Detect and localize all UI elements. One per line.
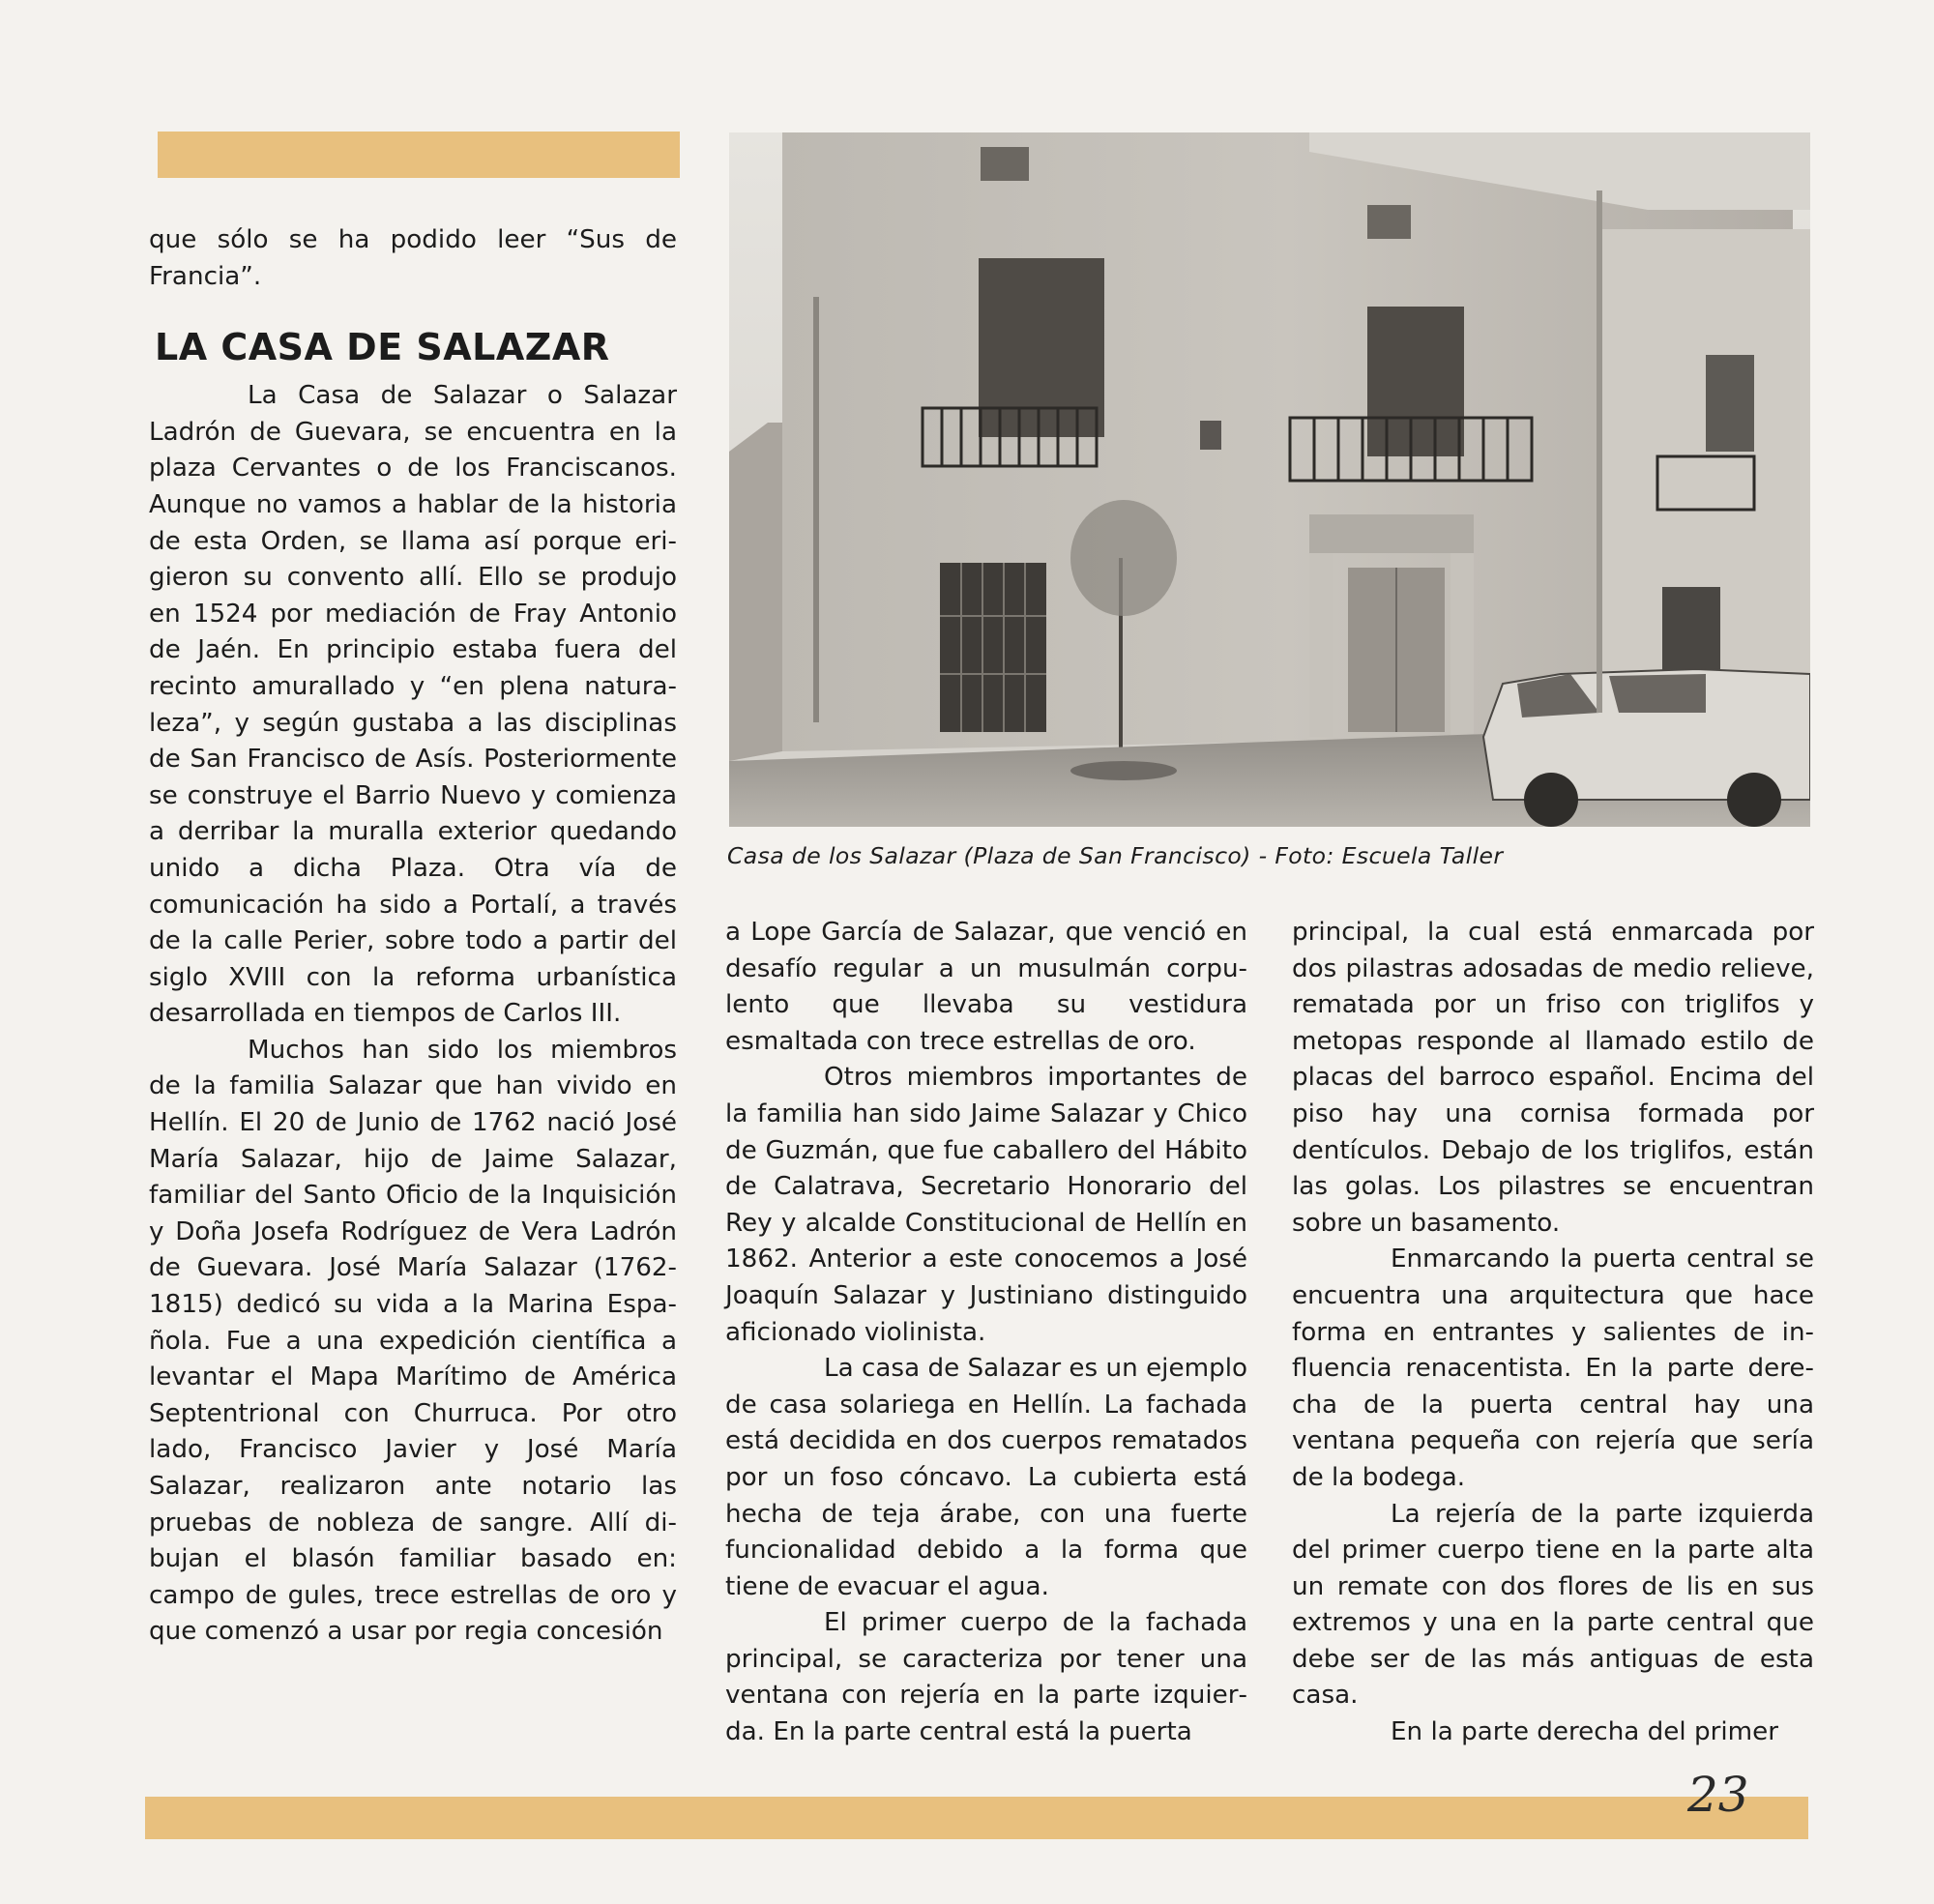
- paragraph: El primer cuerpo de la fachada principal, se caracteriza por tener una ventana con rejería en la parte izquierda. En la parte central está la puerta: [725, 1608, 1247, 1747]
- house-photo: [729, 132, 1810, 827]
- text-column-1: [149, 222, 677, 1651]
- section-heading: LA CASA DE SALAZAR: [155, 326, 610, 369]
- paragraph: Enmarcando la puerta central se encuentra una arquitectura que hace forma en entrantes y salientes de influencia renacentista. En la parte derecha de la puerta central hay una ventana pequeña con rejería que sería de la bodega.: [1292, 1245, 1814, 1492]
- paragraph: principal, la cual está enmarcada por dos pilastras adosadas de medio relieve, rematada por un friso con triglifos y metopas responde al llamado estilo de placas del barroco español. Encima del piso hay una cornisa formada por dentículos. Debajo de los triglifos, están las golas. Los pilastres se encuentran sobre un basamento.: [1292, 918, 1814, 1238]
- paragraph: La Casa de Salazar o Salazar Ladrón de Guevara, se encuentra en la plaza Cervantes o de los Franciscanos. Aunque no vamos a hablar de la historia de esta Orden, se llama así porque erigieron su convento allí. Ello se produjo en 1524 por mediación de Fray Antonio de Jaén. En principio estaba fuera del recinto amurallado y “en plena naturaleza”, y según gustaba a las disciplinas de San Francisco de Asís. Posteriormente se construye el Barrio Nuevo y comienza a derribar la muralla exterior quedando unido a dicha Plaza. Otra vía de comunicación ha sido a Portalí, a través de la calle Perier, sobre todo a partir del siglo XVIII con la reforma urbanística desarrollada en tiempos de Carlos III.: [149, 381, 677, 1029]
- paragraph: En la parte derecha del primer: [1391, 1717, 1779, 1747]
- paragraph: La casa de Salazar es un ejemplo de casa solariega en Hellín. La fachada está decidida en dos cuerpos rematados por un foso cóncavo. La cubierta está hecha de teja árabe, con una fuerte funcionalidad debido a la forma que tiene de evacuar el agua.: [725, 1354, 1247, 1601]
- photo-caption: Casa de los Salazar (Plaza de San Francisco) - Foto: Escuela Taller: [727, 842, 1504, 869]
- top-accent-band: [158, 132, 680, 178]
- bottom-accent-band: [145, 1797, 1808, 1839]
- text-column-3: [1292, 915, 1814, 1751]
- paragraph: La rejería de la parte izquierda del primer cuerpo tiene en la parte alta un remate con dos flores de lis en sus extremos y una en la parte central que debe ser de las más antiguas de esta casa.: [1292, 1499, 1814, 1711]
- salazar-house-facade-image: [729, 132, 1810, 827]
- page-number: 23: [1687, 1767, 1749, 1823]
- paragraph: que sólo se ha podido leer “Sus de Francia”.: [149, 225, 677, 291]
- paragraph: Muchos han sido los miembros de la familia Salazar que han vivido en Hellín. El 20 de Junio de 1762 nació José María Salazar, hijo de Jaime Salazar, familiar del Santo Oficio de la Inquisición y Doña Josefa Rodríguez de Vera Ladrón de Guevara. José María Salazar (1762-1815) dedicó su vida a la Marina Española. Fue a una expedición científica a levantar el Mapa Marítimo de América Septentrional con Churruca. Por otro lado, Francisco Javier y José María Salazar, realizaron ante notario las pruebas de nobleza de sangre. Allí dibujan el blasón familiar basado en: campo de gules, trece estrellas de oro y que comenzó a usar por regia concesión: [149, 1035, 677, 1647]
- text-column-2: [725, 915, 1247, 1751]
- paragraph: a Lope García de Salazar, que venció en desafío regular a un musulmán corpulento que llevaba su vestidura esmaltada con trece estrellas de oro.: [725, 918, 1247, 1056]
- paragraph: Otros miembros importantes de la familia han sido Jaime Salazar y Chico de Guzmán, que fue caballero del Hábito de Calatrava, Secretario Honorario del Rey y alcalde Constitucional de Hellín en 1862. Anterior a este conocemos a José Joaquín Salazar y Justiniano distinguido aficionado violinista.: [725, 1063, 1247, 1347]
